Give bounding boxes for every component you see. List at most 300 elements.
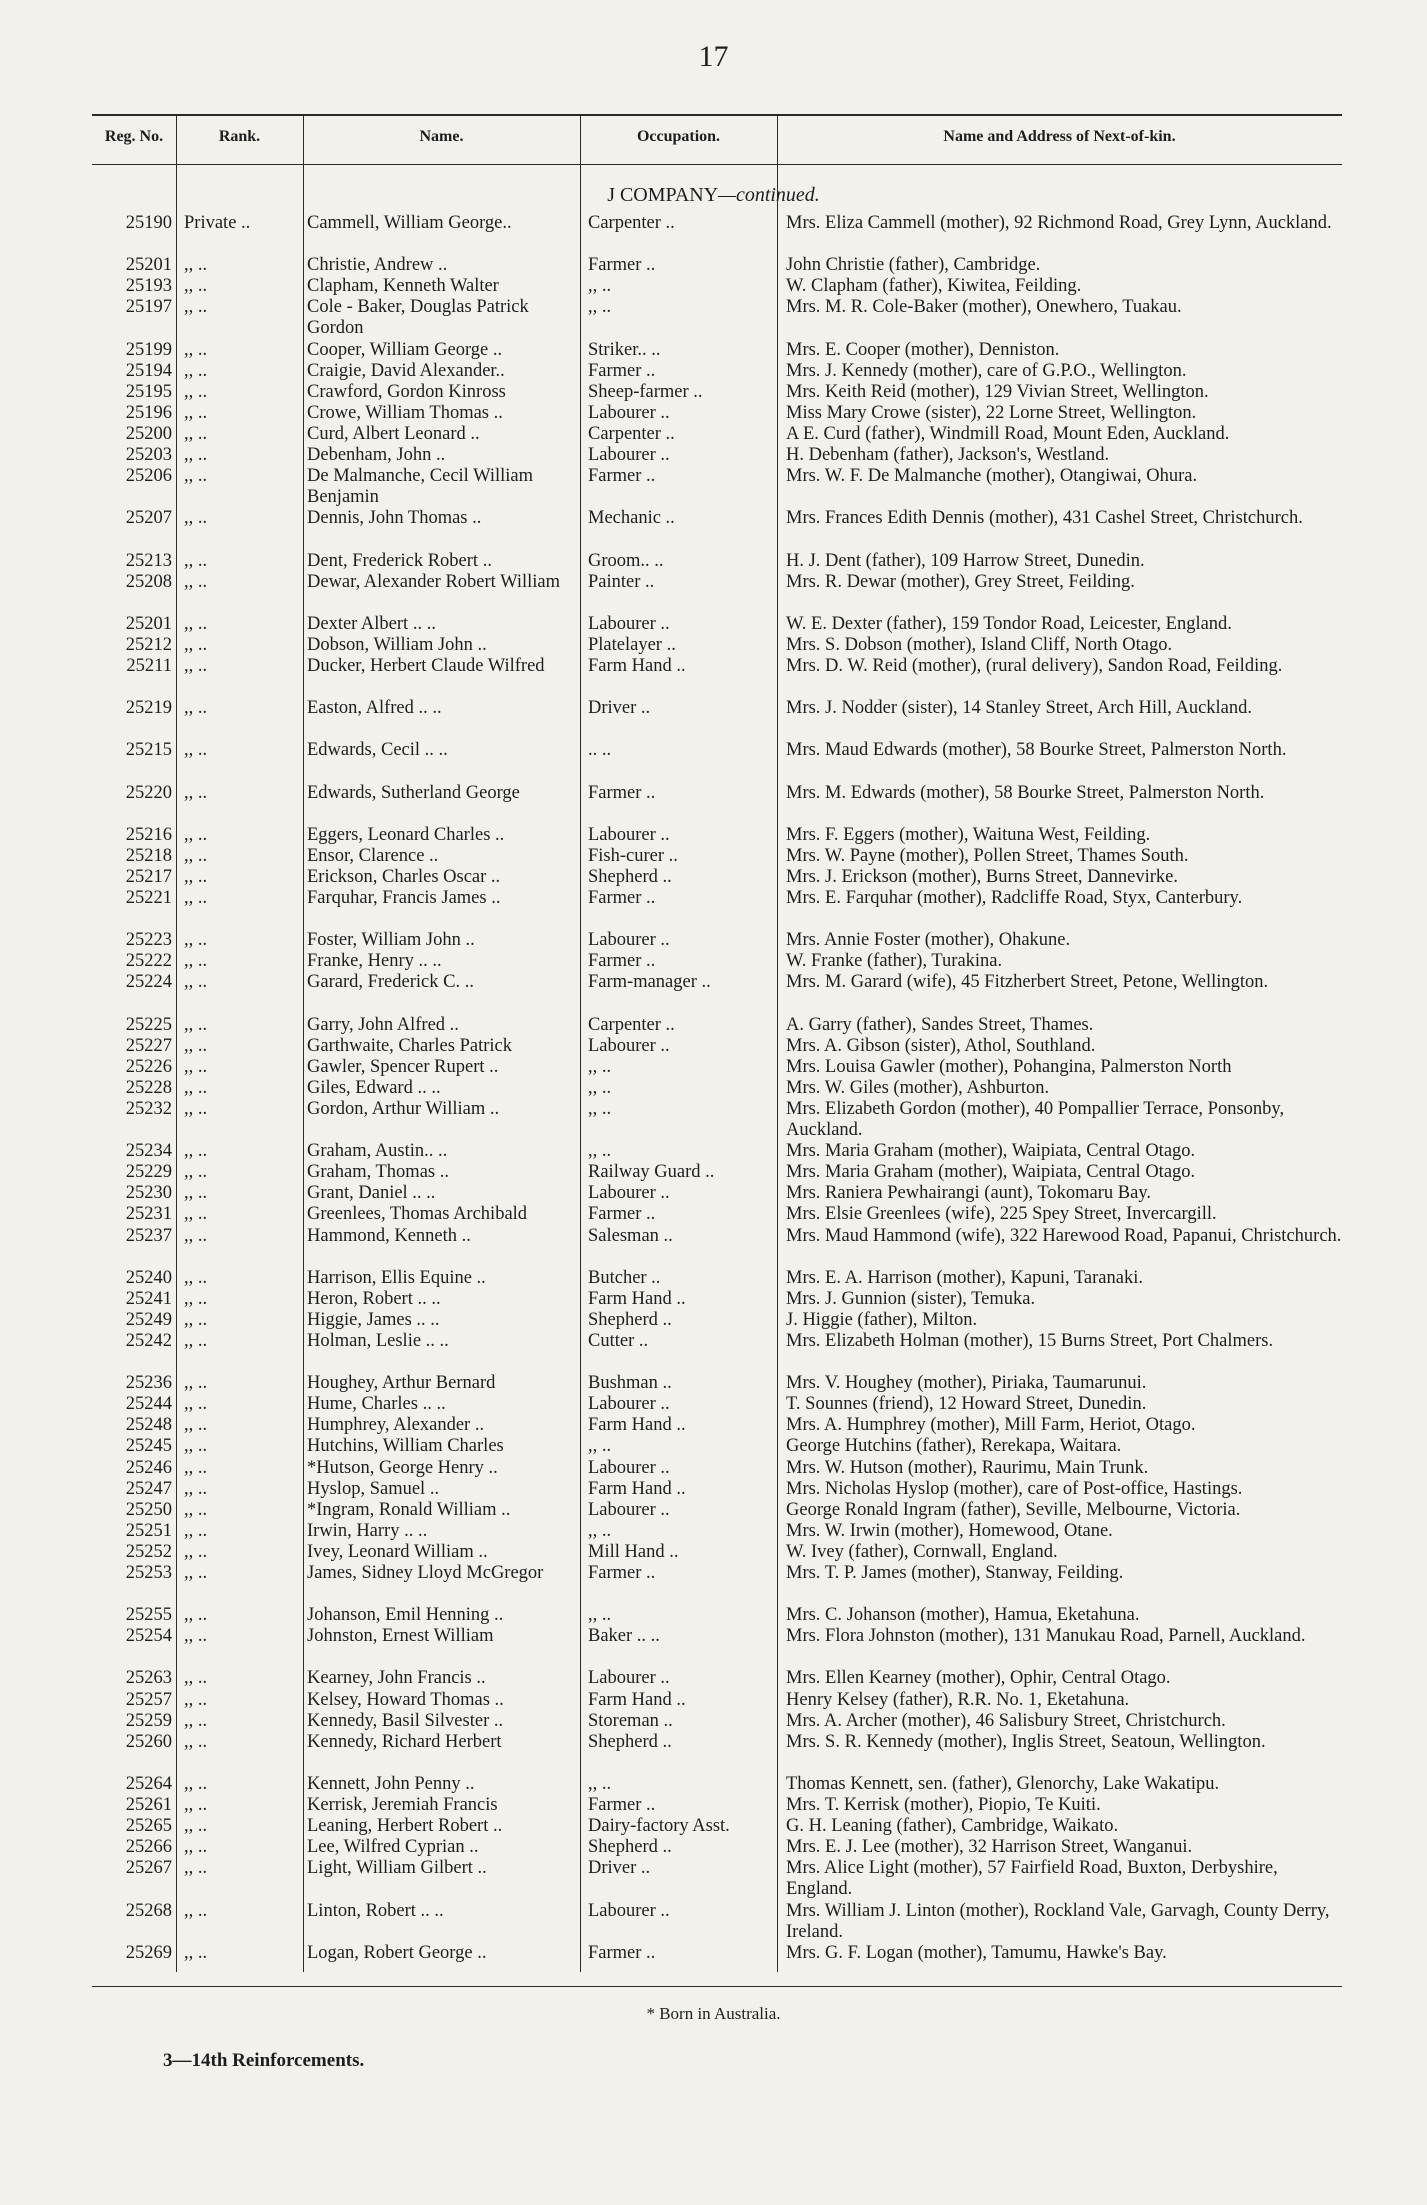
- reg-number: 25265: [125, 1816, 172, 1837]
- table-row: [0, 297, 1427, 339]
- occupation: Farmer ..: [588, 255, 656, 276]
- table-row: [0, 1521, 1427, 1542]
- reg-number: 25206: [125, 466, 172, 487]
- next-of-kin: Mrs. Elizabeth Holman (mother), 15 Burns Street, Port Chalmers.: [786, 1330, 1274, 1351]
- table-row: [0, 1310, 1427, 1331]
- rank: ,, ..: [184, 402, 208, 423]
- rank: ,, ..: [184, 1204, 208, 1225]
- next-of-kin: John Christie (father), Cambridge.: [786, 255, 1041, 276]
- next-of-kin: Mrs. Louisa Gawler (mother), Pohangina, Palmerston North: [786, 1056, 1232, 1077]
- occupation: Farmer ..: [588, 888, 656, 908]
- soldier-name: Franke, Henry .. ..: [307, 951, 442, 972]
- next-of-kin: W. Clapham (father), Kiwitea, Feilding.: [786, 276, 1082, 297]
- occupation: Labourer ..: [588, 824, 670, 845]
- table-row: [0, 1479, 1427, 1500]
- header-occupation: Occupation.: [636, 128, 721, 145]
- soldier-name: Gordon, Arthur William ..: [307, 1098, 500, 1119]
- reg-number: 25212: [125, 634, 172, 655]
- table-row: [0, 825, 1427, 846]
- table-row: [0, 1542, 1427, 1563]
- occupation: Dairy-factory Asst.: [588, 1816, 730, 1837]
- occupation: Farmer ..: [588, 360, 656, 381]
- soldier-name: Dexter Albert .. ..: [307, 613, 436, 634]
- next-of-kin: Mrs. C. Johanson (mother), Hamua, Eketahuna.: [786, 1605, 1140, 1626]
- table-row: [0, 1204, 1427, 1225]
- reg-number: 25268: [125, 1900, 172, 1921]
- rank: ,, ..: [184, 1563, 208, 1583]
- occupation: ,, ..: [588, 1605, 612, 1626]
- bottom-rule: [92, 1986, 1342, 1987]
- occupation: Carpenter ..: [588, 423, 675, 444]
- next-of-kin: Mrs. T. P. James (mother), Stanway, Feilding.: [786, 1563, 1124, 1583]
- reg-number: 25252: [125, 1541, 172, 1562]
- reg-number: 25203: [125, 445, 172, 466]
- rank: ,, ..: [184, 381, 208, 402]
- occupation: Labourer ..: [588, 1900, 670, 1921]
- occupation: Mechanic ..: [588, 508, 675, 529]
- next-of-kin: Mrs. E. A. Harrison (mother), Kapuni, Taranaki.: [786, 1267, 1143, 1288]
- table-row: [0, 783, 1427, 825]
- reg-number: 25261: [125, 1795, 172, 1816]
- next-of-kin: Mrs. W. Giles (mother), Ashburton.: [786, 1077, 1050, 1098]
- next-of-kin: W. Ivey (father), Cornwall, England.: [786, 1541, 1058, 1562]
- soldier-name: Kearney, John Francis ..: [307, 1668, 486, 1689]
- next-of-kin: Mrs. Keith Reid (mother), 129 Vivian Street, Wellington.: [786, 381, 1209, 402]
- soldier-name: Garthwaite, Charles Patrick: [307, 1035, 512, 1056]
- table-row: [0, 1837, 1427, 1858]
- table-row: [0, 1816, 1427, 1837]
- rank: ,, ..: [184, 1267, 208, 1288]
- soldier-name: De Malmanche, Cecil William Benjamin: [307, 466, 533, 508]
- rank: ,, ..: [184, 1330, 208, 1351]
- rank: ,, ..: [184, 1499, 208, 1520]
- rank: ,, ..: [184, 782, 208, 803]
- table-row: [0, 951, 1427, 972]
- next-of-kin: Mrs. William J. Linton (mother), Rockland Vale, Garvagh, County Derry, Ireland.: [786, 1900, 1330, 1942]
- occupation: Labourer ..: [588, 1183, 670, 1204]
- occupation: Labourer ..: [588, 1499, 670, 1520]
- occupation: Baker .. ..: [588, 1626, 660, 1647]
- table-row: [0, 1901, 1427, 1943]
- soldier-name: Garry, John Alfred ..: [307, 1014, 459, 1035]
- header-bottom-rule: [92, 164, 1342, 165]
- soldier-name: *Ingram, Ronald William ..: [307, 1499, 511, 1520]
- table-row: [0, 1943, 1427, 1964]
- table-row: [0, 1183, 1427, 1204]
- next-of-kin: Mrs. W. Hutson (mother), Raurimu, Main Trunk.: [786, 1457, 1149, 1478]
- occupation: Mill Hand ..: [588, 1541, 679, 1562]
- soldier-name: Ducker, Herbert Claude Wilfred: [307, 655, 545, 676]
- occupation: Labourer ..: [588, 1457, 670, 1478]
- soldier-name: Kennedy, Richard Herbert: [307, 1731, 502, 1752]
- header-kin: Name and Address of Next-of-kin.: [943, 128, 1176, 145]
- next-of-kin: W. Franke (father), Turakina.: [786, 951, 1003, 972]
- next-of-kin: Mrs. E. Cooper (mother), Denniston.: [786, 339, 1060, 360]
- table-row: [0, 1331, 1427, 1373]
- soldier-name: Edwards, Sutherland George: [307, 782, 520, 803]
- occupation: Bushman ..: [588, 1373, 672, 1394]
- table-row: [0, 846, 1427, 867]
- table-row: [0, 1795, 1427, 1816]
- reg-number: 25254: [125, 1626, 172, 1647]
- reg-number: 25253: [125, 1563, 172, 1583]
- next-of-kin: T. Sounnes (friend), 12 Howard Street, Dunedin.: [786, 1394, 1147, 1415]
- rank: ,, ..: [184, 740, 208, 761]
- next-of-kin: Mrs. R. Dewar (mother), Grey Street, Feilding.: [786, 571, 1135, 592]
- soldier-name: Kennedy, Basil Silvester ..: [307, 1710, 504, 1731]
- reg-number: 25220: [125, 782, 172, 803]
- reg-number: 25194: [125, 360, 172, 381]
- rank: ,, ..: [184, 951, 208, 972]
- next-of-kin: Mrs. Nicholas Hyslop (mother), care of Post-office, Hastings.: [786, 1478, 1243, 1499]
- table-row: [0, 1711, 1427, 1732]
- next-of-kin: George Ronald Ingram (father), Seville, Melbourne, Victoria.: [786, 1499, 1241, 1520]
- next-of-kin: Mrs. Flora Johnston (mother), 131 Manukau Road, Parnell, Auckland.: [786, 1626, 1306, 1647]
- soldier-name: Lee, Wilfred Cyprian ..: [307, 1837, 479, 1858]
- soldier-name: Light, William Gilbert ..: [307, 1858, 487, 1879]
- occupation: ,, ..: [588, 1520, 612, 1541]
- soldier-name: Hume, Charles .. ..: [307, 1394, 446, 1415]
- table-row: [0, 1458, 1427, 1479]
- rank: ,, ..: [184, 1478, 208, 1499]
- table-row: [0, 1690, 1427, 1711]
- table-row: [0, 551, 1427, 572]
- table-row: [0, 403, 1427, 424]
- reg-number: 25234: [125, 1141, 172, 1162]
- reg-number: 25216: [125, 824, 172, 845]
- next-of-kin: H. J. Dent (father), 109 Harrow Street, Dunedin.: [786, 550, 1145, 571]
- reg-number: 25190: [125, 213, 172, 233]
- occupation: Butcher ..: [588, 1267, 661, 1288]
- soldier-name: Christie, Andrew ..: [307, 255, 448, 276]
- reg-number: 25240: [125, 1267, 172, 1288]
- table-row: [0, 1289, 1427, 1310]
- occupation: Fish-curer ..: [588, 845, 678, 866]
- reg-number: 25266: [125, 1837, 172, 1858]
- next-of-kin: Mrs. S. R. Kennedy (mother), Inglis Street, Seatoun, Wellington.: [786, 1731, 1266, 1752]
- reg-number: 25228: [125, 1077, 172, 1098]
- reg-number: 25196: [125, 402, 172, 423]
- occupation: Labourer ..: [588, 930, 670, 951]
- rank: ,, ..: [184, 888, 208, 908]
- rank: ,, ..: [184, 1858, 208, 1879]
- soldier-name: *Hutson, George Henry ..: [307, 1457, 498, 1478]
- next-of-kin: Mrs. Raniera Pewhairangi (aunt), Tokomaru Bay.: [786, 1183, 1152, 1204]
- rank: ,, ..: [184, 845, 208, 866]
- header-top-rule: [92, 114, 1342, 116]
- occupation: Shepherd ..: [588, 1837, 672, 1858]
- printer-signature: 3—14th Reinforcements.: [163, 2050, 365, 2071]
- table-row: [0, 867, 1427, 888]
- next-of-kin: Mrs. Maud Hammond (wife), 322 Harewood Road, Papanui, Christchurch.: [786, 1225, 1342, 1246]
- next-of-kin: Mrs. Maud Edwards (mother), 58 Bourke Street, Palmerston North.: [786, 740, 1287, 761]
- reg-number: 25230: [125, 1183, 172, 1204]
- table-row: [0, 255, 1427, 276]
- soldier-name: Ensor, Clarence ..: [307, 845, 439, 866]
- occupation: Storeman ..: [588, 1710, 673, 1731]
- reg-number: 25215: [125, 740, 172, 761]
- reg-number: 25264: [125, 1773, 172, 1794]
- next-of-kin: Mrs. M. R. Cole-Baker (mother), Onewhero, Tuakau.: [786, 297, 1182, 318]
- next-of-kin: Mrs. J. Kennedy (mother), care of G.P.O., Wellington.: [786, 360, 1187, 381]
- occupation: Shepherd ..: [588, 866, 672, 887]
- reg-number: 25200: [125, 423, 172, 444]
- next-of-kin: Mrs. Alice Light (mother), 57 Fairfield Road, Buxton, Derbyshire, England.: [786, 1858, 1278, 1900]
- rank: ,, ..: [184, 1014, 208, 1035]
- next-of-kin: Mrs. Maria Graham (mother), Waipiata, Central Otago.: [786, 1162, 1196, 1183]
- next-of-kin: Mrs. W. Payne (mother), Pollen Street, Thames South.: [786, 845, 1189, 866]
- table-row: [0, 930, 1427, 951]
- soldier-name: Foster, William John ..: [307, 930, 475, 951]
- reg-number: 25223: [125, 930, 172, 951]
- occupation: Sheep-farmer ..: [588, 381, 703, 402]
- occupation: ,, ..: [588, 276, 612, 297]
- section-title: [0, 184, 1427, 207]
- soldier-name: Edwards, Cecil .. ..: [307, 740, 448, 761]
- rank: ,, ..: [184, 1373, 208, 1394]
- occupation: Farm-manager ..: [588, 972, 711, 993]
- reg-number: 25224: [125, 972, 172, 993]
- rank: ,, ..: [184, 1394, 208, 1415]
- next-of-kin: Mrs. J. Nodder (sister), 14 Stanley Street, Arch Hill, Auckland.: [786, 698, 1253, 719]
- soldier-name: Hammond, Kenneth ..: [307, 1225, 471, 1246]
- occupation: Labourer ..: [588, 1394, 670, 1415]
- reg-number: 25242: [125, 1330, 172, 1351]
- next-of-kin: Thomas Kennett, sen. (father), Glenorchy, Lake Wakatipu.: [786, 1773, 1220, 1794]
- table-row: [0, 1036, 1427, 1057]
- section-name: J COMPANY: [607, 184, 719, 206]
- rank: ,, ..: [184, 276, 208, 297]
- rank: ,, ..: [184, 634, 208, 655]
- rank: ,, ..: [184, 360, 208, 381]
- soldier-name: Ivey, Leonard William ..: [307, 1541, 488, 1562]
- soldier-name: Irwin, Harry .. ..: [307, 1520, 428, 1541]
- next-of-kin: G. H. Leaning (father), Cambridge, Waikato.: [786, 1816, 1119, 1837]
- rank: ,, ..: [184, 571, 208, 592]
- next-of-kin: H. Debenham (father), Jackson's, Westland.: [786, 445, 1110, 466]
- next-of-kin: Mrs. A. Gibson (sister), Athol, Southland.: [786, 1035, 1096, 1056]
- reg-number: 25231: [125, 1204, 172, 1225]
- next-of-kin: Mrs. Annie Foster (mother), Ohakune.: [786, 930, 1071, 951]
- soldier-name: Hyslop, Samuel ..: [307, 1478, 440, 1499]
- rank: ,, ..: [184, 466, 208, 487]
- rank: ,, ..: [184, 1077, 208, 1098]
- table-row: [0, 614, 1427, 635]
- rank: ,, ..: [184, 866, 208, 887]
- header-name: Name.: [419, 128, 464, 145]
- soldier-name: Craigie, David Alexander..: [307, 360, 505, 381]
- rank: ,, ..: [184, 1689, 208, 1710]
- soldier-name: Easton, Alfred .. ..: [307, 698, 442, 719]
- section-suffix: —continued.: [718, 184, 820, 206]
- table-row: [0, 1605, 1427, 1626]
- soldier-name: Houghey, Arthur Bernard: [307, 1373, 496, 1394]
- table-row: [0, 972, 1427, 1014]
- occupation: Farmer ..: [588, 1204, 656, 1225]
- soldier-name: Graham, Austin.. ..: [307, 1141, 448, 1162]
- reg-number: 25217: [125, 866, 172, 887]
- reg-number: 25213: [125, 550, 172, 571]
- rank: ,, ..: [184, 1309, 208, 1330]
- soldier-name: Grant, Daniel .. ..: [307, 1183, 436, 1204]
- footnote: * Born in Australia.: [646, 2004, 781, 2023]
- rank: ,, ..: [184, 1816, 208, 1837]
- table-row: [0, 1436, 1427, 1457]
- table-row: [0, 361, 1427, 382]
- table-row: [0, 1226, 1427, 1268]
- table-row: [0, 508, 1427, 550]
- occupation: Groom.. ..: [588, 550, 664, 571]
- roll-table: [0, 213, 1427, 1964]
- page-number: 17: [698, 40, 729, 73]
- reg-number: 25193: [125, 276, 172, 297]
- next-of-kin: A. Garry (father), Sandes Street, Thames.: [786, 1014, 1094, 1035]
- table-row: [0, 1141, 1427, 1162]
- soldier-name: Johnston, Ernest William: [307, 1626, 494, 1647]
- reg-number: 25248: [125, 1415, 172, 1436]
- table-row: [0, 424, 1427, 445]
- soldier-name: Heron, Robert .. ..: [307, 1288, 441, 1309]
- occupation: Shepherd ..: [588, 1309, 672, 1330]
- rank: ,, ..: [184, 1900, 208, 1921]
- occupation: Driver ..: [588, 1858, 651, 1879]
- rank: ,, ..: [184, 1141, 208, 1162]
- occupation: Carpenter ..: [588, 1014, 675, 1035]
- next-of-kin: Mrs. S. Dobson (mother), Island Cliff, North Otago.: [786, 634, 1173, 655]
- rank: ,, ..: [184, 1710, 208, 1731]
- next-of-kin: Mrs. W. F. De Malmanche (mother), Otangiwai, Ohura.: [786, 466, 1198, 487]
- next-of-kin: W. E. Dexter (father), 159 Tondor Road, Leicester, England.: [786, 613, 1232, 634]
- soldier-name: Gawler, Spencer Rupert ..: [307, 1056, 499, 1077]
- soldier-name: Greenlees, Thomas Archibald: [307, 1204, 528, 1225]
- rank: ,, ..: [184, 1098, 208, 1119]
- occupation: Painter ..: [588, 571, 655, 592]
- reg-number: 25226: [125, 1056, 172, 1077]
- rank: ,, ..: [184, 1773, 208, 1794]
- table-row: [0, 1394, 1427, 1415]
- rank: ,, ..: [184, 423, 208, 444]
- rank: ,, ..: [184, 1225, 208, 1246]
- soldier-name: Eggers, Leonard Charles ..: [307, 824, 505, 845]
- occupation: Salesman ..: [588, 1225, 673, 1246]
- soldier-name: Garard, Frederick C. ..: [307, 972, 474, 993]
- reg-number: 25247: [125, 1478, 172, 1499]
- next-of-kin: Mrs. M. Garard (wife), 45 Fitzherbert Street, Petone, Wellington.: [786, 972, 1269, 993]
- soldier-name: Kelsey, Howard Thomas ..: [307, 1689, 504, 1710]
- occupation: ,, ..: [588, 1141, 612, 1162]
- table-row: [0, 656, 1427, 698]
- next-of-kin: Mrs. Elsie Greenlees (wife), 225 Spey Street, Invercargill.: [786, 1204, 1217, 1225]
- next-of-kin: Mrs. Maria Graham (mother), Waipiata, Central Otago.: [786, 1141, 1196, 1162]
- reg-number: 25201: [125, 613, 172, 634]
- rank: ,, ..: [184, 698, 208, 719]
- soldier-name: James, Sidney Lloyd McGregor: [307, 1563, 544, 1583]
- occupation: Farm Hand ..: [588, 1478, 686, 1499]
- reg-number: 25257: [125, 1689, 172, 1710]
- next-of-kin: Mrs. F. Eggers (mother), Waituna West, Feilding.: [786, 824, 1151, 845]
- occupation: Railway Guard ..: [588, 1162, 715, 1183]
- next-of-kin: Mrs. M. Edwards (mother), 58 Bourke Street, Palmerston North.: [786, 782, 1265, 803]
- rank: ,, ..: [184, 445, 208, 466]
- rank: ,, ..: [184, 1942, 208, 1963]
- next-of-kin: Miss Mary Crowe (sister), 22 Lorne Street, Wellington.: [786, 402, 1197, 423]
- reg-number: 25244: [125, 1394, 172, 1415]
- occupation: Driver ..: [588, 698, 651, 719]
- next-of-kin: Mrs. D. W. Reid (mother), (rural delivery), Sandon Road, Feilding.: [786, 655, 1283, 676]
- next-of-kin: Mrs. G. F. Logan (mother), Tamumu, Hawke's Bay.: [786, 1942, 1167, 1963]
- rank: ,, ..: [184, 1541, 208, 1562]
- soldier-name: Harrison, Ellis Equine ..: [307, 1267, 486, 1288]
- rank: ,, ..: [184, 1288, 208, 1309]
- reg-number: 25250: [125, 1499, 172, 1520]
- occupation: ,, ..: [588, 1436, 612, 1457]
- reg-number: 25211: [126, 655, 172, 676]
- table-row: [0, 382, 1427, 403]
- reg-number: 25201: [125, 255, 172, 276]
- soldier-name: Cooper, William George ..: [307, 339, 503, 360]
- occupation: Farm Hand ..: [588, 1288, 686, 1309]
- rank: ,, ..: [184, 824, 208, 845]
- reg-number: 25229: [125, 1162, 172, 1183]
- next-of-kin: Mrs. J. Gunnion (sister), Temuka.: [786, 1288, 1036, 1309]
- table-row: [0, 1858, 1427, 1900]
- next-of-kin: Mrs. Elizabeth Gordon (mother), 40 Pompallier Terrace, Ponsonby, Auckland.: [786, 1098, 1285, 1140]
- rank: ,, ..: [184, 1837, 208, 1858]
- table-row: [0, 888, 1427, 930]
- soldier-name: Dobson, William John ..: [307, 634, 487, 655]
- table-row: [0, 572, 1427, 614]
- table-row: [0, 1078, 1427, 1099]
- table-row: [0, 1015, 1427, 1036]
- reg-number: 25236: [125, 1373, 172, 1394]
- occupation: Platelayer ..: [588, 634, 676, 655]
- occupation: Farmer ..: [588, 951, 656, 972]
- soldier-name: Cole - Baker, Douglas Patrick Gordon: [307, 297, 529, 339]
- occupation: Shepherd ..: [588, 1731, 672, 1752]
- occupation: Farmer ..: [588, 1795, 656, 1816]
- rank: ,, ..: [184, 1731, 208, 1752]
- table-row: [0, 1626, 1427, 1668]
- soldier-name: Giles, Edward .. ..: [307, 1077, 441, 1098]
- occupation: Farmer ..: [588, 1563, 656, 1583]
- soldier-name: Kennett, John Penny ..: [307, 1773, 475, 1794]
- table-row: [0, 1373, 1427, 1394]
- next-of-kin: J. Higgie (father), Milton.: [786, 1309, 978, 1330]
- table-row: [0, 1774, 1427, 1795]
- header-rank: Rank.: [218, 128, 261, 145]
- reg-number: 25241: [125, 1288, 172, 1309]
- table-row: [0, 276, 1427, 297]
- soldier-name: Holman, Leslie .. ..: [307, 1330, 449, 1351]
- occupation: Carpenter ..: [588, 213, 675, 233]
- reg-number: 25255: [125, 1605, 172, 1626]
- soldier-name: Johanson, Emil Henning ..: [307, 1605, 504, 1626]
- table-row: [0, 1162, 1427, 1183]
- occupation: Farm Hand ..: [588, 1415, 686, 1436]
- table-row: [0, 1500, 1427, 1521]
- soldier-name: Farquhar, Francis James ..: [307, 888, 501, 908]
- next-of-kin: Mrs. E. J. Lee (mother), 32 Harrison Street, Wanganui.: [786, 1837, 1193, 1858]
- rank: ,, ..: [184, 1795, 208, 1816]
- table-row: [0, 466, 1427, 508]
- rank: ,, ..: [184, 1520, 208, 1541]
- occupation: Striker.. ..: [588, 339, 661, 360]
- rank: ,, ..: [184, 1056, 208, 1077]
- occupation: Farmer ..: [588, 466, 656, 487]
- occupation: ,, ..: [588, 1056, 612, 1077]
- table-row: [0, 340, 1427, 361]
- reg-number: 25199: [125, 339, 172, 360]
